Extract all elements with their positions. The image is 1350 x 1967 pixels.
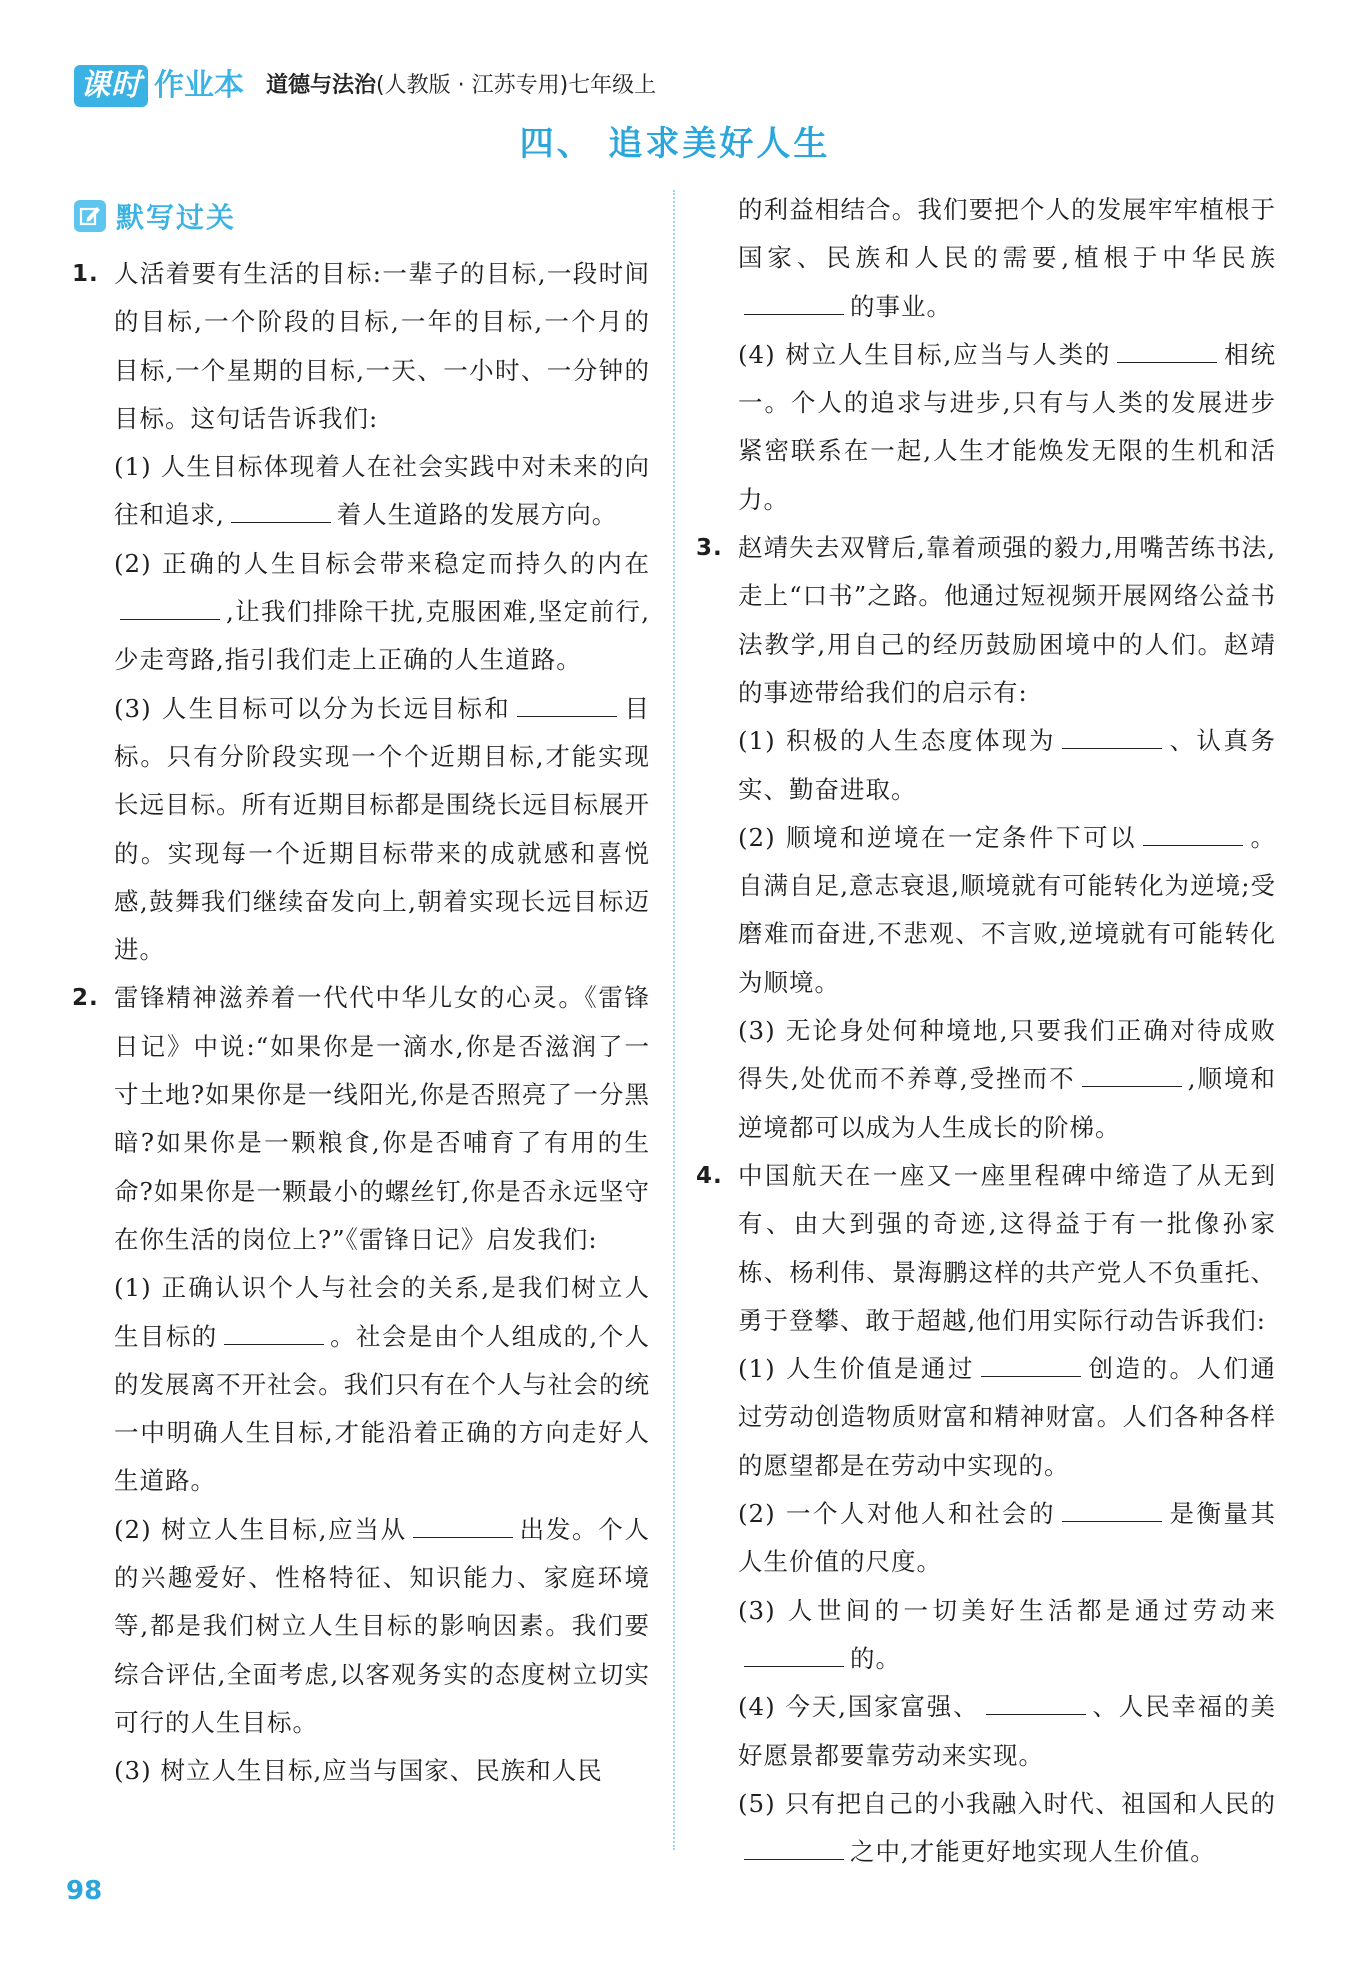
brand-logo: [74, 65, 244, 107]
answer-blank[interactable]: [413, 1536, 513, 1538]
q3-part-3: [696, 1007, 1276, 1152]
q3-part-1: [696, 717, 1276, 814]
section-label: [74, 196, 236, 236]
question-number: 1.: [72, 261, 99, 287]
part-text: (5) 只有把自己的小我融入时代、祖国和人民的: [738, 1788, 1276, 1818]
q2-part-4: [696, 331, 1276, 524]
answer-blank[interactable]: [744, 1858, 844, 1860]
part-text: 之中,才能更好地实现人生价值。: [850, 1837, 1216, 1867]
part-text: 创造的。人们通过劳动创造物质财富和精神财富。人们各种各样的愿望都是在劳动中实现的。: [738, 1354, 1276, 1480]
q4-part-5: [696, 1780, 1276, 1877]
question-stem: 雷锋精神滋养着一代代中华儿女的心灵。《雷锋日记》中说:“如果你是一滴水,你是否滋润了一寸土地?如果你是一线阳光,你是否照亮了一分黑暗?如果你是一颗粮食,你是否哺育了有用的生命?如果你是一颗最小的螺丝钉,你是否永远坚守在你生活的岗位上?”《雷锋日记》启发我们:: [114, 983, 650, 1254]
part-text: 、人民幸福的美好愿景都要靠劳动来实现。: [738, 1692, 1277, 1770]
part-text: 出发。个人的兴趣爱好、性格特征、知识能力、家庭环境等,都是我们树立人生目标的影响因素。我们要综合评估,全面考虑,以客观务实的态度树立切实可行的人生目标。: [114, 1514, 651, 1737]
question-number: 2.: [72, 985, 99, 1012]
part-text: ,顺境和逆境都可以成为人生成长的阶梯。: [738, 1064, 1276, 1142]
answer-blank[interactable]: [517, 715, 617, 717]
question-4: [696, 1152, 1276, 1345]
page-number: 98: [66, 1876, 103, 1906]
question-1: [72, 250, 650, 443]
part-text: 的利益相结合。我们要把个人的发展牢牢植根于国家、民族和人民的需要,植根于中华民族: [738, 195, 1276, 273]
part-text: 的。: [850, 1643, 901, 1673]
q1-part-2: [72, 540, 650, 685]
answer-blank[interactable]: [981, 1375, 1081, 1377]
answer-blank[interactable]: [231, 521, 331, 523]
column-divider: [673, 190, 675, 1850]
header-brand: [74, 64, 656, 108]
answer-blank[interactable]: [1062, 1520, 1162, 1522]
part-text: 、认真务实、勤奋进取。: [738, 726, 1276, 804]
q2-part-1: [72, 1264, 650, 1505]
answer-blank[interactable]: [224, 1343, 324, 1345]
q2-part-3-cont: [696, 186, 1276, 331]
question-stem: 人活着要有生活的目标:一辈子的目标,一段时间的目标,一个阶段的目标,一年的目标,一个月的目标,一个星期的目标,一天、一小时、一分钟的目标。这句话告诉我们:: [114, 259, 650, 433]
part-text: 相统一。个人的追求与进步,只有与人类的发展进步紧密联系在一起,人生才能焕发无限的生机和活力。: [738, 339, 1277, 514]
part-text: (1) 正确认识个人与社会的关系,是我们树立人生目标的: [114, 1273, 650, 1351]
logo-box: 课时: [74, 65, 148, 107]
part-text: (3) 无论身处何种境地,只要我们正确对待成败得失,处优而不养尊,受挫而不: [738, 1016, 1276, 1094]
part-text: 是衡量其人生价值的尺度。: [738, 1499, 1276, 1577]
q4-part-4: [696, 1683, 1276, 1780]
answer-blank[interactable]: [986, 1713, 1086, 1715]
subject-name: 道德与法治: [266, 73, 377, 98]
q1-part-1: [72, 443, 650, 540]
part-text: (2) 顺境和逆境在一定条件下可以: [738, 822, 1137, 852]
q3-part-2: [696, 814, 1276, 1007]
part-text: (3) 人世间的一切美好生活都是通过劳动来: [738, 1595, 1276, 1625]
part-text: (3) 人生目标可以分为长远目标和: [114, 693, 512, 723]
q4-part-2: [696, 1490, 1276, 1587]
part-text: (1) 积极的人生态度体现为: [738, 726, 1056, 756]
answer-blank[interactable]: [1117, 361, 1217, 363]
answer-blank[interactable]: [744, 313, 844, 315]
q2-part-2: [72, 1506, 650, 1747]
q1-part-3: [72, 685, 650, 975]
q2-part-3: [72, 1747, 650, 1795]
q4-part-3: [696, 1587, 1276, 1684]
part-text: 的事业。: [850, 291, 952, 321]
part-text: (4) 树立人生目标,应当与人类的: [738, 339, 1112, 369]
part-text: 目标。只有分阶段实现一个个近期目标,才能实现长远目标。所有近期目标都是围绕长远目标展开的。实现每一个近期目标带来的成就感和喜悦感,鼓舞我们继续奋发向上,朝着实现长远目标迈进。: [114, 693, 650, 965]
question-number: 3.: [696, 535, 723, 562]
question-3: [696, 524, 1276, 717]
part-text: (4) 今天,国家富强、: [738, 1692, 980, 1722]
part-text: 。社会是由个人组成的,个人的发展离不开社会。我们只有在个人与社会的统一中明确人生目标,才能沿着正确的方向走好人生道路。: [114, 1321, 650, 1496]
answer-blank[interactable]: [1062, 747, 1162, 749]
answer-blank[interactable]: [1082, 1085, 1182, 1087]
answer-blank[interactable]: [744, 1665, 844, 1667]
chapter-title: 四、 追求美好人生: [519, 124, 831, 164]
left-column: [72, 250, 650, 1796]
question-number: 4.: [696, 1162, 723, 1189]
subject-line: [266, 66, 656, 106]
answer-blank[interactable]: [1143, 844, 1243, 846]
pencil-icon: [74, 200, 106, 232]
part-text: ,让我们排除干扰,克服困难,坚定前行,少走弯路,指引我们走上正确的人生道路。: [114, 597, 650, 675]
section-text: 默写过关: [116, 201, 237, 234]
part-text: 。自满自足,意志衰退,顺境就有可能转化为逆境;受磨难而奋进,不悲观、不言败,逆境就有可能转化为顺境。: [738, 822, 1276, 997]
answer-blank[interactable]: [120, 618, 220, 620]
part-text: (3) 树立人生目标,应当与国家、民族和人民: [114, 1756, 603, 1786]
part-text: (2) 树立人生目标,应当从: [114, 1514, 407, 1544]
part-text: (1) 人生目标体现着人在社会实践中对未来的向往和追求,: [114, 452, 650, 530]
subject-edition: (人教版 · 江苏专用)七年级上: [376, 73, 657, 98]
part-text: (1) 人生价值是通过: [738, 1354, 975, 1384]
question-2: [72, 974, 650, 1264]
question-stem: 赵靖失去双臂后,靠着顽强的毅力,用嘴苦练书法,走上“口书”之路。他通过短视频开展网络公益书法教学,用自己的经历鼓励困境中的人们。赵靖的事迹带给我们的启示有:: [738, 533, 1276, 707]
question-stem: 中国航天在一座又一座里程碑中缔造了从无到有、由大到强的奇迹,这得益于有一批像孙家栋、杨利伟、景海鹏这样的共产党人不负重托、勇于登攀、敢于超越,他们用实际行动告诉我们:: [738, 1160, 1276, 1335]
part-text: (2) 一个人对他人和社会的: [738, 1499, 1056, 1529]
part-text: (2) 正确的人生目标会带来稳定而持久的内在: [114, 548, 650, 578]
part-text: 着人生道路的发展方向。: [336, 500, 618, 530]
logo-text: 作业本: [154, 68, 244, 103]
q4-part-1: [696, 1345, 1276, 1490]
right-column: [696, 186, 1276, 1876]
